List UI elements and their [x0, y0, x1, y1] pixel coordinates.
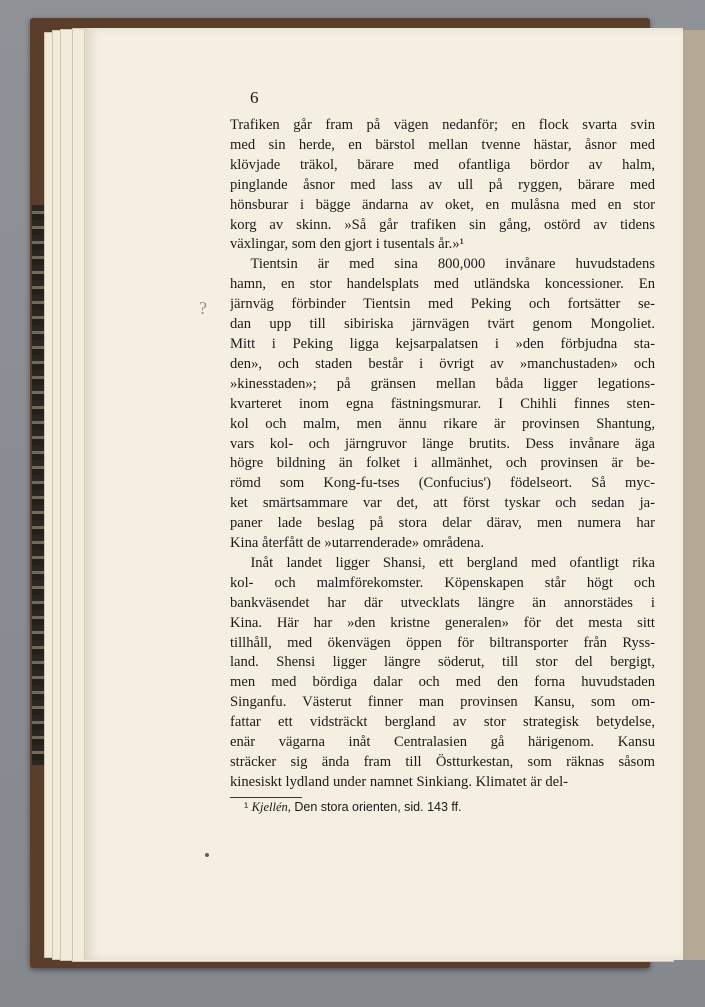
text-line: vars kol- och järngruvor länge brutits. Dess invånare äga [230, 435, 655, 452]
footnote-text: Den stora orienten, sid. 143 ff. [294, 800, 462, 814]
text-line: kinesiskt lydland under namnet Sinkiang. Klimatet är del- [230, 773, 569, 790]
text-line: Tientsin är med sina 800,000 invånare huvudstadens [250, 256, 655, 273]
text-line: korg av skinn. »Så går trafiken sin gång, ostörd av tidens [230, 216, 655, 233]
text-line: ket smärtsammare var det, att först tyskar och sedan ja- [230, 495, 655, 512]
text-line: Kina. Här har »den kristne generalen» för det mesta sitt [230, 614, 655, 631]
text-line: römd som Kong-fu-tses (Confucius') födelseort. Så myc- [230, 475, 655, 492]
text-line: dan upp till sibiriska järnvägen tvärt genom Mongoliet. [230, 316, 655, 333]
text-line: högre bildning än folket i allmänhet, och provinsen är be- [230, 455, 655, 472]
text-line: den», och staden består i övrigt av »manchustaden» och [230, 355, 655, 372]
facing-page-edge [680, 30, 705, 960]
footnote-marker: ¹ [244, 800, 249, 814]
text-line: Inåt landet ligger Shansi, ett bergland med ofantligt rika [250, 554, 655, 571]
body-text [230, 116, 655, 793]
text-line: »kinesstaden»; på gränsen mellan båda ligger legations- [230, 375, 655, 392]
text-line: klövjade träkol, bärare med ofantliga bördor av halm, [230, 156, 655, 173]
text-line: kvarteret inom egna fästningsmurar. I Chihli finnes sten- [230, 395, 655, 412]
footnote [244, 800, 462, 815]
text-line: men med bördiga dalar och med den forna huvudstaden [230, 674, 655, 691]
text-line: paner lade beslag på stora delar därav, men numera har [230, 515, 655, 532]
text-line: Mitt i Peking ligga kejsarpalatsen i »den förbjudna sta- [230, 335, 655, 352]
text-line: pinglande åsnor med lass av ull på ryggen, bärare med [230, 176, 655, 193]
ink-spot [205, 853, 209, 857]
text-line: sträcker sig ända fram till Östturkestan, som räknas såsom [230, 754, 655, 770]
text-line: hönsburar i bägge ändarna av oket, en mulåsna med en stor [230, 196, 655, 213]
text-line: Trafiken går fram på vägen nedanför; en flock svarta svin [230, 117, 655, 133]
text-line: enär vägarna inåt Centralasien gå härigenom. Kansu [230, 734, 655, 751]
text-line: med sin herde, en bärstol mellan tvenne hästar, åsnor med [230, 136, 655, 153]
text-line: fattar ett vidsträckt bergland av stor strategisk betydelse, [230, 714, 655, 731]
text-line: Kina återfått de »utarrenderade» områdena. [230, 535, 485, 552]
text-line: kol och malm, men ännu rikare är provinsen Shantung, [230, 415, 655, 432]
page-number: 6 [250, 88, 259, 107]
margin-pencil-mark: ? [199, 298, 207, 318]
text-line: Singanfu. Västerut finner man provinsen Kansu, som om- [230, 694, 655, 711]
text-line: järnväg förbinder Tientsin med Peking och fortsätter se- [230, 296, 655, 313]
text-line: kol- och malmförekomster. Köpenskapen står högt och [230, 574, 655, 591]
text-line: hamn, en stor handelsplats med utländska koncessioner. En [230, 276, 655, 293]
footnote-author: Kjellén, [251, 800, 291, 814]
text-line: land. Shensi ligger längre söderut, till stor del bergigt, [230, 654, 655, 671]
text-line: bankväsendet har där utvecklats längre än annorstädes i [230, 594, 655, 611]
text-line: växlingar, som den gjort i tusentals år.»¹ [230, 236, 465, 253]
text-line: tillhåll, med ökenvägen öppen för biltransporter från Ryss- [230, 634, 655, 651]
footnote-rule [230, 797, 302, 798]
